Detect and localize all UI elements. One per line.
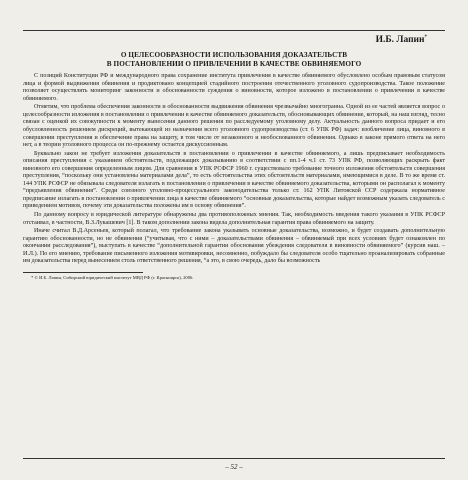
article-title (23, 51, 445, 68)
paragraph-2: Отметим, что проблема обеспечения законности и обоснованности выдвижения обвинения чрезвычайно многогранна. Одной из ее частей является вопрос о целесообразности изложения в постановлении о привлечении в качестве обвиняемого доказательств, обосновывающих обвинение, который, на наш взгляд, тесно связан с оценкой их совокупности к моменту вынесения данного решения по расследуемому уголовному делу. Актуальность данного вопроса придает и его обусловленность решением дискреций, вытекающей из назначения всего уголовного судопроизводства (ст. 6 УПК РФ) задач: изобличение лица, виновного в совершении преступления и обеспечение права на защиту, в том числе от незаконного и необоснованного обвинения. Однако в законе прямого ответа на него нет, а в теории уголовного процесса он по-прежнему остается дискуссионным. (23, 104, 445, 149)
title-line-2: В ПОСТАНОВЛЕНИИ О ПРИВЛЕЧЕНИИ В КАЧЕСТВЕ ОБВИНЯЕМОГО (106, 59, 362, 68)
author-name (23, 35, 427, 45)
article-body (23, 73, 445, 266)
footer-rule (23, 458, 445, 459)
author-text: И.Б. Лапин (375, 35, 425, 46)
page-number: – 52 – (225, 463, 243, 471)
footnote: * © И.Б. Лапин, Сибирский юридический институт МВД РФ (г. Красноярск), 2006. (31, 274, 194, 280)
paragraph-1: С позиций Конституции РФ и международного права сохранение института привлечения в качестве обвиняемого обусловлено особым правовым статусом лица и формой выдвижения обвинения и продиктовано концепцией стадийного построения отечественного уголовного судопроизводства. Такое положение позволяет осуществлять мониторинг законности и обоснованности суждения о виновности, которое изложено в постановлении о привлечении в качестве обвиняемого. (23, 73, 445, 102)
paragraph-3: Буквально закон не требует изложения доказательств в постановлении о привлечении в качестве обвиняемого, а лишь предписывает необходимость описания преступления с указанием обстоятельств, подлежащих доказыванию в соответствии с пп.1-4 ч.1 ст. 73 УПК РФ, позволяющих раскрыть факт виновного его совершения определенным лицом. Для сравнения в УПК РСФСР 1960 г. существовало требование точного изложения обстоятельств совершения преступления, “поскольку они установлены материалами дела”, то есть обстоятельства этих обстоятельств материалами, имеющимися в деле. В то же время ст. 144 УПК РСФСР не обязывала следователя излагать в постановлении о привлечении в качестве обвиняемого доказательства, которыми он располагал к моменту “предъявления обвинения”. Среди союзного уголовно-процессуального законодательства только ст. 162 УПК Литовской ССР содержала нормативное предписание излагать в постановлении о привлечении лица в качестве обвиняемого “основные доказательства, которые найдет возможным указать следователь с приведением мотивов, почему эти доказательства положены им в основу обвинения”. (23, 150, 445, 210)
header-rule (23, 30, 445, 31)
paragraph-4: По данному вопросу в юридической литературе обнаружены два противоположных мнения. Так, необходимость введения такого указания в УПК РСФСР отстаивал, в частности, В.З.Лукашевич [1]. В таком дополнении закона видела дополнительная гарантия права обвиняемого на защиту. (23, 212, 445, 226)
title-line-1: О ЦЕЛЕСООБРАЗНОСТИ ИСПОЛЬЗОВАНИЯ ДОКАЗАТЕЛЬСТВ (120, 51, 348, 60)
footnote-rule (23, 272, 143, 273)
author-footnote-mark: * (424, 35, 427, 40)
paragraph-5: Иначе считал В.Д.Арсеньев, который полагал, что требование закона указывать основные доказательства, возможно, и будет создавать дополнительную гарантию обоснованности, но не обвинения (“учитывая, что с ними – доказательствами обвинения – обвиняемый при всех условиях будет ознакомлен по окончании расследования”), выступать в качестве “дополнительной гарантии обоснования убеждения следователя в виновности обвиняемого” (курсив наш. – И.Л.). По его мнению, требование письменного изложения мотивировки, несомненно, побуждало бы следователя особо тщательно проанализировать собранные им доказательства перед вынесением столь ответственного решения, “а это, в свою очередь, дало бы возможность (23, 228, 445, 265)
